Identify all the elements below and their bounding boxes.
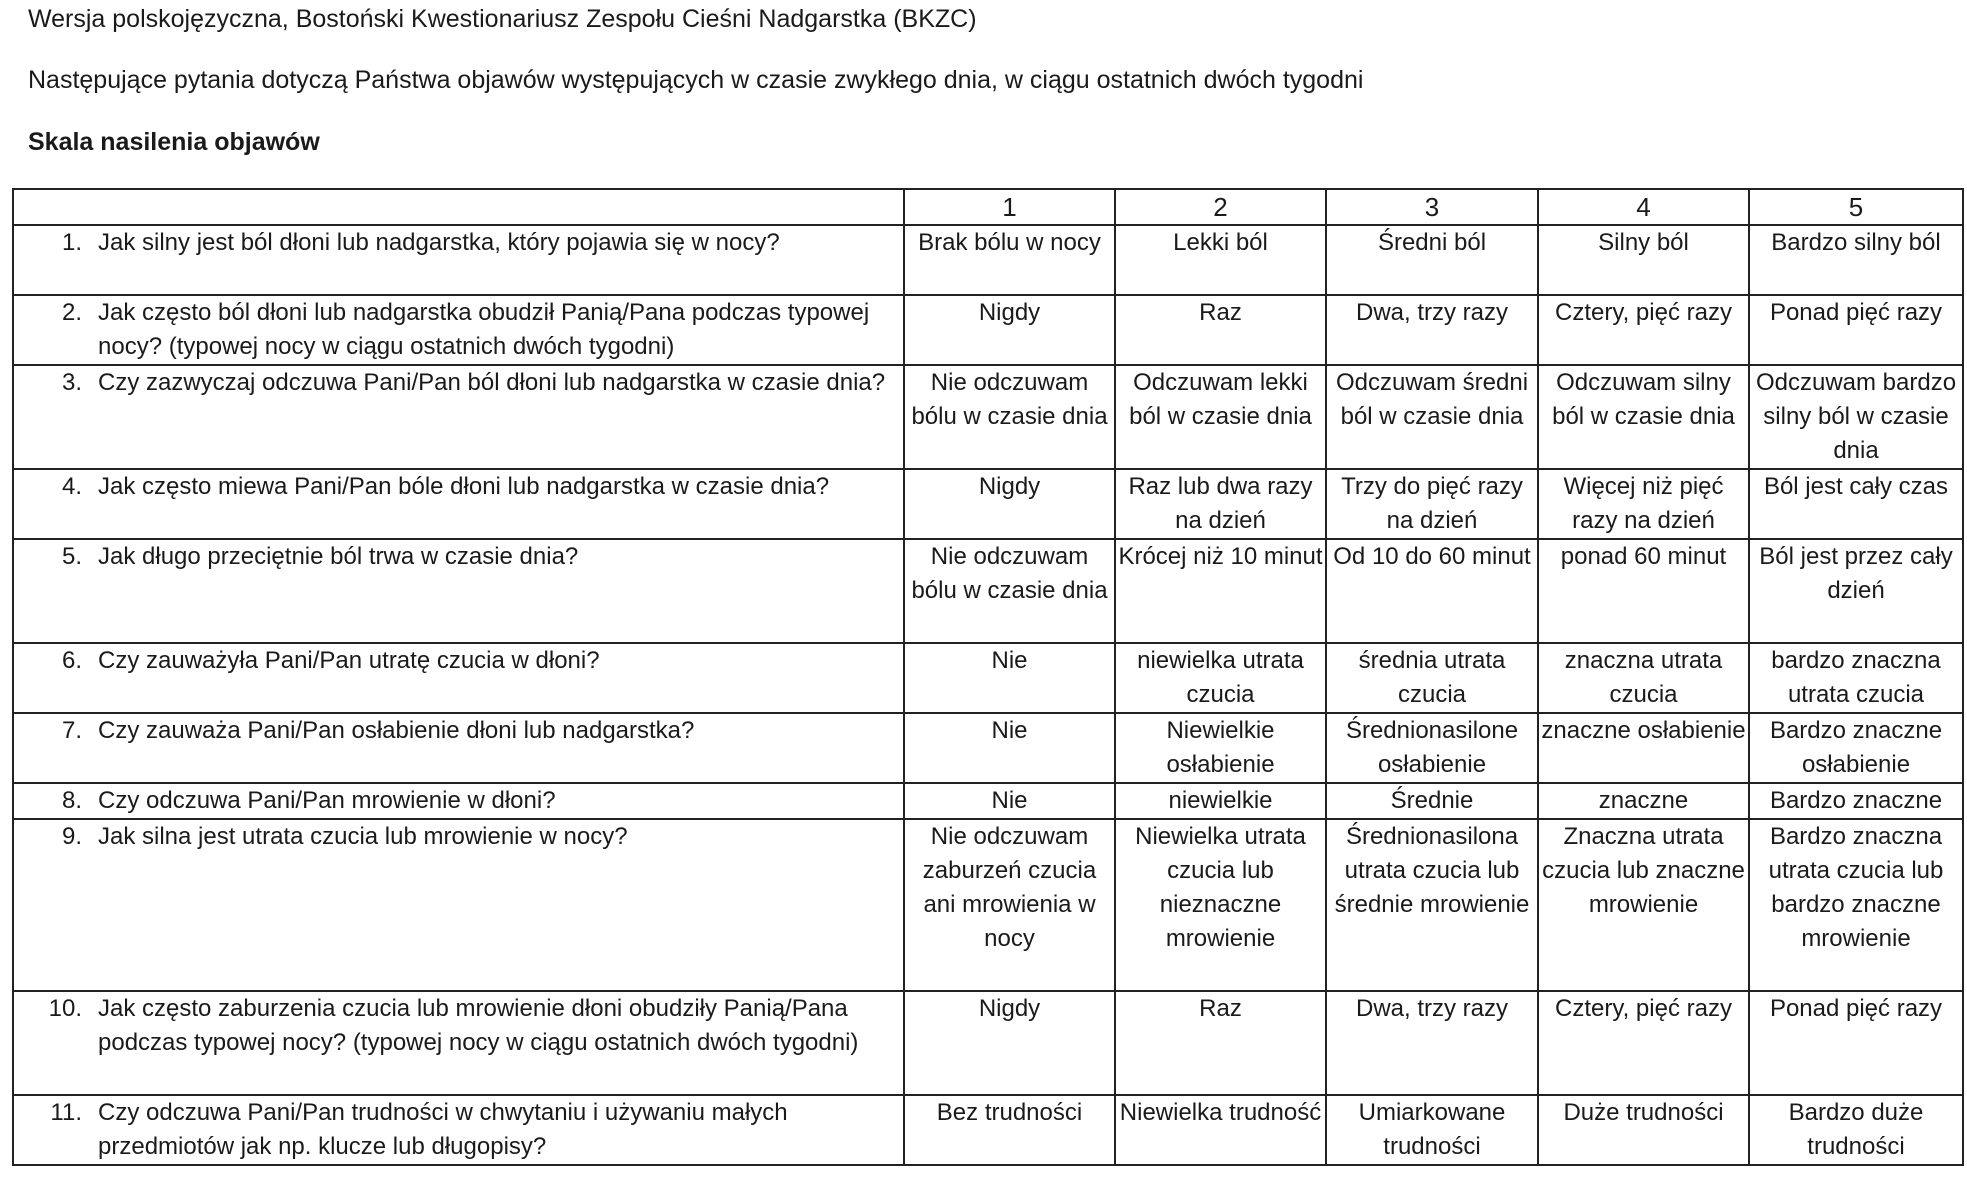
option-cell: Raz [1115, 991, 1326, 1095]
option-cell: Trzy do pięć razy na dzień [1326, 469, 1538, 539]
question-text: Jak często ból dłoni lub nadgarstka obudził Panią/Pana podczas typowej nocy? (typowej nocy w ciągu ostatnich dwóch tygodni) [98, 299, 870, 360]
intro-text: Następujące pytania dotyczą Państwa objawów występujących w czasie zwykłego dnia, w ciągu ostatnich dwóch tygodni [28, 66, 1364, 94]
question-text: Jak często zaburzenia czucia lub mrowienie dłoni obudziły Panią/Pana podczas typowej nocy? (typowej nocy w ciągu ostatnich dwóch tygodni) [98, 995, 859, 1056]
table-row [13, 1095, 1963, 1165]
header-cell-empty [13, 189, 904, 225]
header-cell-2: 2 [1115, 189, 1326, 225]
option-cell: Ponad pięć razy [1749, 295, 1963, 365]
option-cell: Brak bólu w nocy [904, 225, 1115, 295]
question-text: Jak często miewa Pani/Pan bóle dłoni lub nadgarstka w czasie dnia? [98, 473, 830, 500]
question-cell [13, 991, 904, 1095]
question-text: Czy zauważyła Pani/Pan utratę czucia w dłoni? [98, 647, 600, 674]
option-cell: średnia utrata czucia [1326, 643, 1538, 713]
question-number: 1. [61, 229, 82, 256]
option-cell: Nie odczuwam bólu w czasie dnia [904, 539, 1115, 643]
question-cell [13, 783, 904, 819]
option-cell: Odczuwam bardzo silny ból w czasie dnia [1749, 365, 1963, 469]
question-text: Jak długo przeciętnie ból trwa w czasie dnia? [98, 543, 579, 570]
option-cell: niewielkie [1115, 783, 1326, 819]
table-header-row [13, 189, 1963, 225]
option-cell: Umiarkowane trudności [1326, 1095, 1538, 1165]
option-cell: Nigdy [904, 295, 1115, 365]
option-cell: Od 10 do 60 minut [1326, 539, 1538, 643]
header-cell-5: 5 [1749, 189, 1963, 225]
option-cell: Więcej niż pięć razy na dzień [1538, 469, 1749, 539]
option-cell: Raz lub dwa razy na dzień [1115, 469, 1326, 539]
option-cell: Raz [1115, 295, 1326, 365]
symptom-severity-table [12, 188, 1964, 1166]
option-cell: Nie odczuwam zaburzeń czucia ani mrowienia w nocy [904, 819, 1115, 991]
question-number: 4. [61, 473, 82, 500]
option-cell: Nie [904, 783, 1115, 819]
option-cell: Bardzo silny ból [1749, 225, 1963, 295]
question-text: Jak silna jest utrata czucia lub mrowienie w nocy? [98, 823, 628, 850]
question-number: 3. [61, 369, 82, 396]
question-cell [13, 643, 904, 713]
option-cell: Średnie [1326, 783, 1538, 819]
option-cell: Bardzo znaczne [1749, 783, 1963, 819]
header-cell-3: 3 [1326, 189, 1538, 225]
option-cell: Ból jest cały czas [1749, 469, 1963, 539]
table-row [13, 365, 1963, 469]
option-cell: Znaczna utrata czucia lub znaczne mrowienie [1538, 819, 1749, 991]
question-cell [13, 225, 904, 295]
option-cell: znaczna utrata czucia [1538, 643, 1749, 713]
option-cell: Dwa, trzy razy [1326, 991, 1538, 1095]
table-row [13, 713, 1963, 783]
question-number: 7. [61, 717, 82, 744]
option-cell: Odczuwam silny ból w czasie dnia [1538, 365, 1749, 469]
header-cell-4: 4 [1538, 189, 1749, 225]
option-cell: Nie odczuwam bólu w czasie dnia [904, 365, 1115, 469]
option-cell: niewielka utrata czucia [1115, 643, 1326, 713]
option-cell: Nigdy [904, 991, 1115, 1095]
document-title: Wersja polskojęzyczna, Bostoński Kwestionariusz Zespołu Cieśni Nadgarstka (BKZC) [28, 5, 977, 33]
option-cell: ponad 60 minut [1538, 539, 1749, 643]
option-cell: Średnionasilone osłabienie [1326, 713, 1538, 783]
header-cell-1: 1 [904, 189, 1115, 225]
option-cell: znaczne [1538, 783, 1749, 819]
option-cell: Cztery, pięć razy [1538, 295, 1749, 365]
table-row [13, 225, 1963, 295]
option-cell: Lekki ból [1115, 225, 1326, 295]
option-cell: Niewielkie osłabienie [1115, 713, 1326, 783]
question-number: 9. [61, 823, 82, 850]
option-cell: Niewielka trudność [1115, 1095, 1326, 1165]
table-row [13, 643, 1963, 713]
table-row [13, 783, 1963, 819]
question-number: 2. [61, 299, 82, 326]
question-number: 6. [61, 647, 82, 674]
option-cell: Niewielka utrata czucia lub nieznaczne mrowienie [1115, 819, 1326, 991]
table-row [13, 819, 1963, 991]
option-cell: Bardzo znaczna utrata czucia lub bardzo znaczne mrowienie [1749, 819, 1963, 991]
question-cell [13, 819, 904, 991]
option-cell: Bardzo znaczne osłabienie [1749, 713, 1963, 783]
question-cell [13, 469, 904, 539]
option-cell: Nie [904, 713, 1115, 783]
option-cell: Nie [904, 643, 1115, 713]
question-cell [13, 295, 904, 365]
option-cell: znaczne osłabienie [1538, 713, 1749, 783]
question-number: 11. [50, 1099, 82, 1126]
table-row [13, 295, 1963, 365]
option-cell: Cztery, pięć razy [1538, 991, 1749, 1095]
option-cell: bardzo znaczna utrata czucia [1749, 643, 1963, 713]
option-cell: Krócej niż 10 minut [1115, 539, 1326, 643]
option-cell: Bez trudności [904, 1095, 1115, 1165]
option-cell: Ponad pięć razy [1749, 991, 1963, 1095]
option-cell: Silny ból [1538, 225, 1749, 295]
question-text: Czy zazwyczaj odczuwa Pani/Pan ból dłoni lub nadgarstka w czasie dnia? [98, 369, 886, 396]
question-number: 10. [48, 995, 82, 1022]
question-cell [13, 539, 904, 643]
question-text: Czy odczuwa Pani/Pan trudności w chwytaniu i używaniu małych przedmiotów jak np. klucze lub długopisy? [98, 1099, 788, 1160]
option-cell: Duże trudności [1538, 1095, 1749, 1165]
question-cell [13, 1095, 904, 1165]
section-heading: Skala nasilenia objawów [28, 128, 320, 156]
option-cell: Dwa, trzy razy [1326, 295, 1538, 365]
question-cell [13, 713, 904, 783]
question-text: Jak silny jest ból dłoni lub nadgarstka, który pojawia się w nocy? [98, 229, 780, 256]
option-cell: Średnionasilona utrata czucia lub średnie mrowienie [1326, 819, 1538, 991]
question-cell [13, 365, 904, 469]
question-text: Czy odczuwa Pani/Pan mrowienie w dłoni? [98, 787, 556, 814]
table-row [13, 539, 1963, 643]
option-cell: Odczuwam średni ból w czasie dnia [1326, 365, 1538, 469]
question-number: 8. [61, 787, 82, 814]
question-text: Czy zauważa Pani/Pan osłabienie dłoni lub nadgarstka? [98, 717, 695, 744]
table-row [13, 991, 1963, 1095]
option-cell: Nigdy [904, 469, 1115, 539]
question-number: 5. [61, 543, 82, 570]
option-cell: Ból jest przez cały dzień [1749, 539, 1963, 643]
option-cell: Średni ból [1326, 225, 1538, 295]
option-cell: Odczuwam lekki ból w czasie dnia [1115, 365, 1326, 469]
option-cell: Bardzo duże trudności [1749, 1095, 1963, 1165]
table-row [13, 469, 1963, 539]
